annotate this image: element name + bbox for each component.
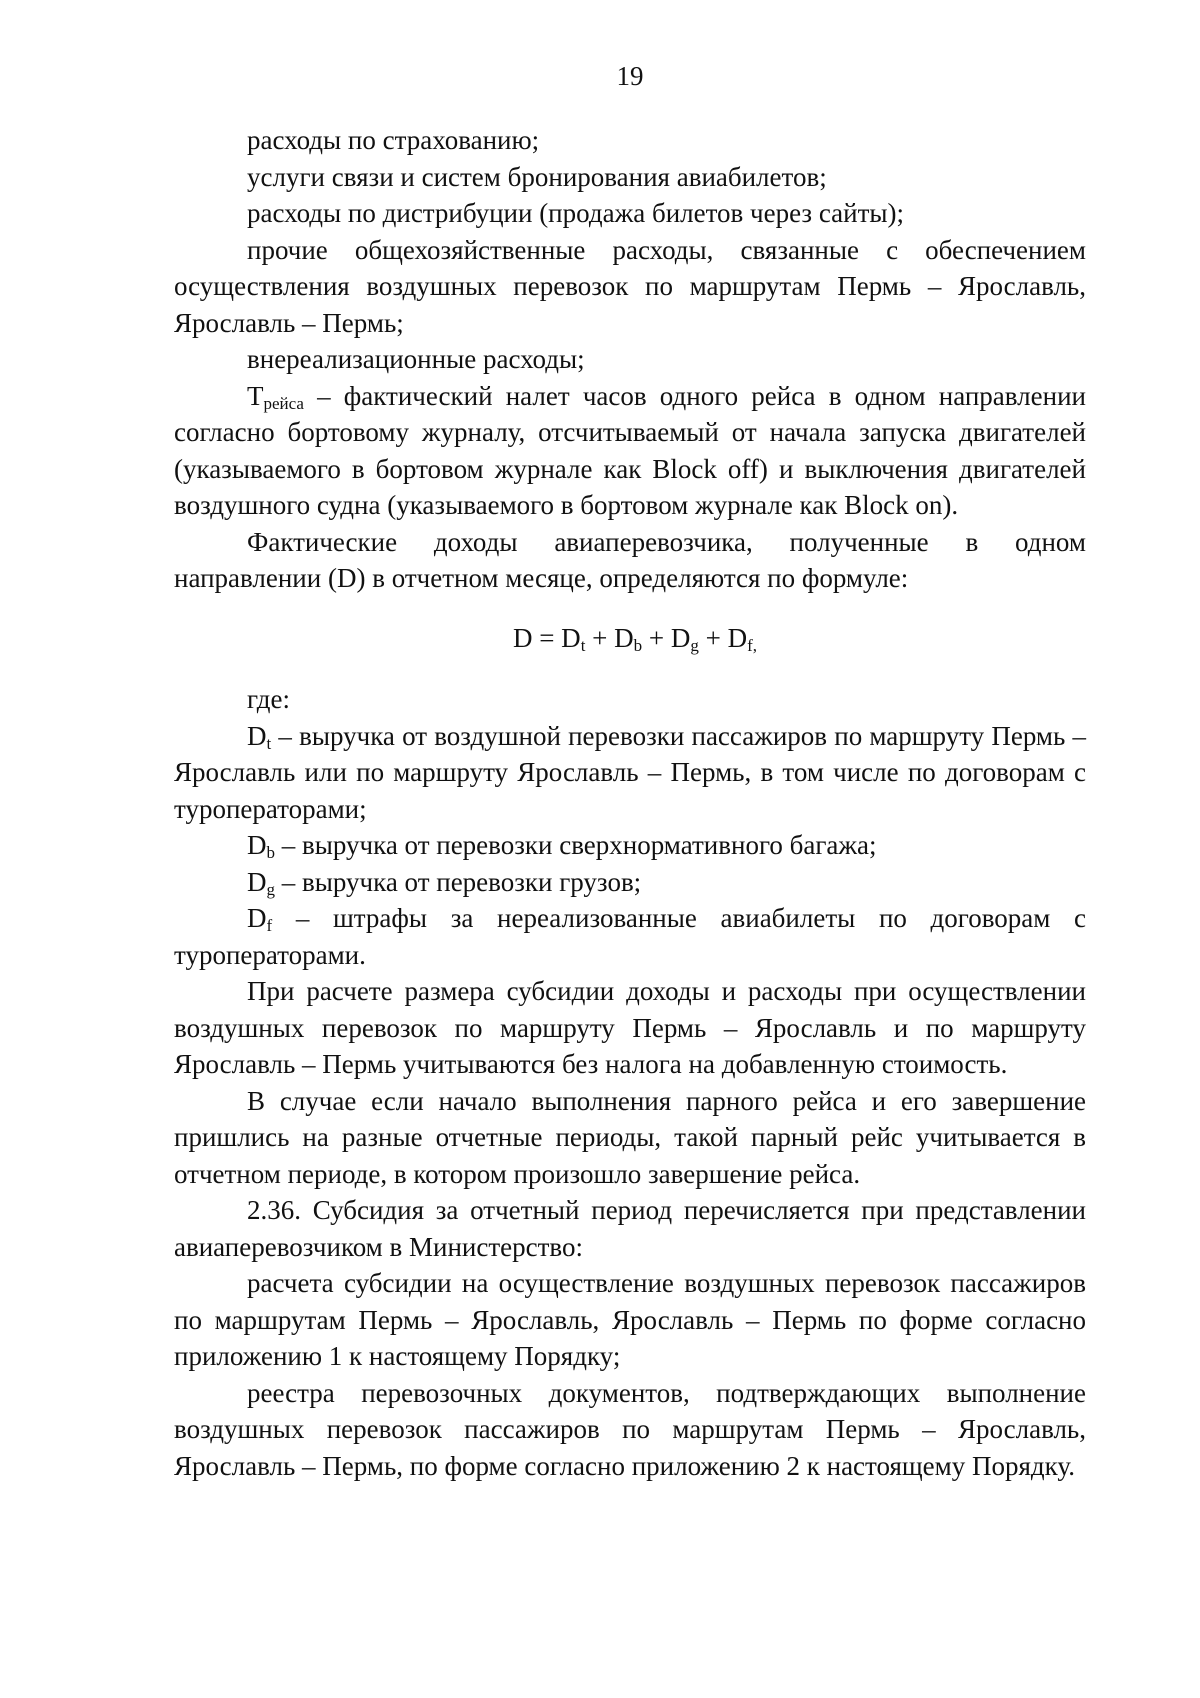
def-subscript: t	[266, 733, 272, 753]
paragraph-subsidy-calculation: расчета субсидии на осуществление воздушных перевозок пассажиров по маршрутам Пермь – Ярославль, Ярославль – Пермь по форме согласно приложению 1 к настоящему Порядку;	[174, 1268, 1086, 1371]
def-text: – выручка от перевозки сверхнормативного багажа;	[275, 830, 877, 860]
paragraph-document-register: реестра перевозочных документов, подтверждающих выполнение воздушных перевозок пассажиров по маршрутам Пермь – Ярославль, Ярославль – Пермь, по форме согласно приложению 2 к настоящему Порядку.	[174, 1377, 1086, 1481]
paragraph-general-expenses: прочие общехозяйственные расходы, связанные с обеспечением осуществления воздушных перевозок по маршрутам Пермь – Ярославль, Ярославль – Пермь;	[174, 234, 1086, 338]
paragraph-income-intro: Фактические доходы авиаперевозчика, полученные в одном направлении (D) в отчетном месяце, определяются по формуле:	[174, 526, 1086, 593]
definition-dt	[174, 718, 1086, 828]
income-formula	[179, 620, 1091, 657]
paragraph-communications: услуги связи и систем бронирования авиабилетов;	[247, 161, 827, 192]
page-number: 19	[616, 61, 644, 91]
paragraph-2-36: 2.36. Субсидия за отчетный период перечисляется при представлении авиаперевозчиком в Министерство:	[174, 1195, 1086, 1262]
paragraph-vat: При расчете размера субсидии доходы и расходы при осуществлении воздушных перевозок по маршруту Пермь – Ярославль и по маршруту Ярославль – Пермь учитываются без налога на добавленную стоимость.	[174, 976, 1086, 1079]
treisa-text: – фактический налет часов одного рейса в одном направлении согласно бортовому журналу, отсчитываемый от начала запуска двигателей (указываемого в бортовом журнале как Block off) и выключения двигателей воздушного судна (указываемого в бортовом журнале как Block on).	[174, 380, 1086, 520]
paragraph-flight-hours	[174, 378, 1086, 524]
paragraph-non-operating: внереализационные расходы;	[247, 344, 585, 374]
paragraph-insurance: расходы по страхованию;	[247, 125, 540, 155]
treisa-symbol: T	[247, 380, 264, 411]
def-symbol: D	[247, 830, 267, 860]
formula-lhs: D = D	[512, 622, 581, 653]
def-symbol: D	[247, 903, 267, 933]
formula-term-g: + D	[642, 622, 691, 653]
paragraph-distribution: расходы по дистрибуции (продажа билетов через сайты);	[247, 198, 905, 228]
definition-dg	[174, 864, 1086, 901]
document-body	[174, 122, 1086, 1484]
definition-db	[174, 827, 1086, 864]
def-symbol: D	[247, 720, 267, 751]
formula-term-b: + D	[585, 622, 634, 653]
formula-sub-f: f,	[747, 635, 758, 655]
def-text: – штрафы за нереализованные авиабилеты по договорам с туроператорами.	[174, 903, 1086, 970]
def-symbol: D	[247, 866, 267, 897]
def-subscript: f	[266, 916, 273, 935]
def-text: – выручка от воздушной перевозки пассажиров по маршруту Пермь – Ярославль или по маршруту Ярославль – Пермь, в том числе по договорам с туроператорами;	[174, 720, 1086, 824]
formula-sub-b: b	[633, 635, 643, 655]
def-subscript: b	[266, 843, 275, 862]
treisa-subscript: рейса	[263, 393, 304, 413]
formula-sub-g: g	[690, 635, 699, 655]
paragraph-where: где:	[247, 684, 290, 714]
def-subscript: g	[266, 879, 275, 899]
formula-sub-t: t	[580, 635, 586, 655]
formula-term-f: + D	[698, 622, 748, 653]
def-text: – выручка от перевозки грузов;	[275, 866, 642, 897]
paragraph-paired-flight: В случае если начало выполнения парного рейса и его завершение пришлись на разные отчетные периоды, такой парный рейс учитывается в отчетном периоде, в котором произошло завершение рейса.	[174, 1085, 1086, 1189]
definition-df	[174, 900, 1086, 973]
